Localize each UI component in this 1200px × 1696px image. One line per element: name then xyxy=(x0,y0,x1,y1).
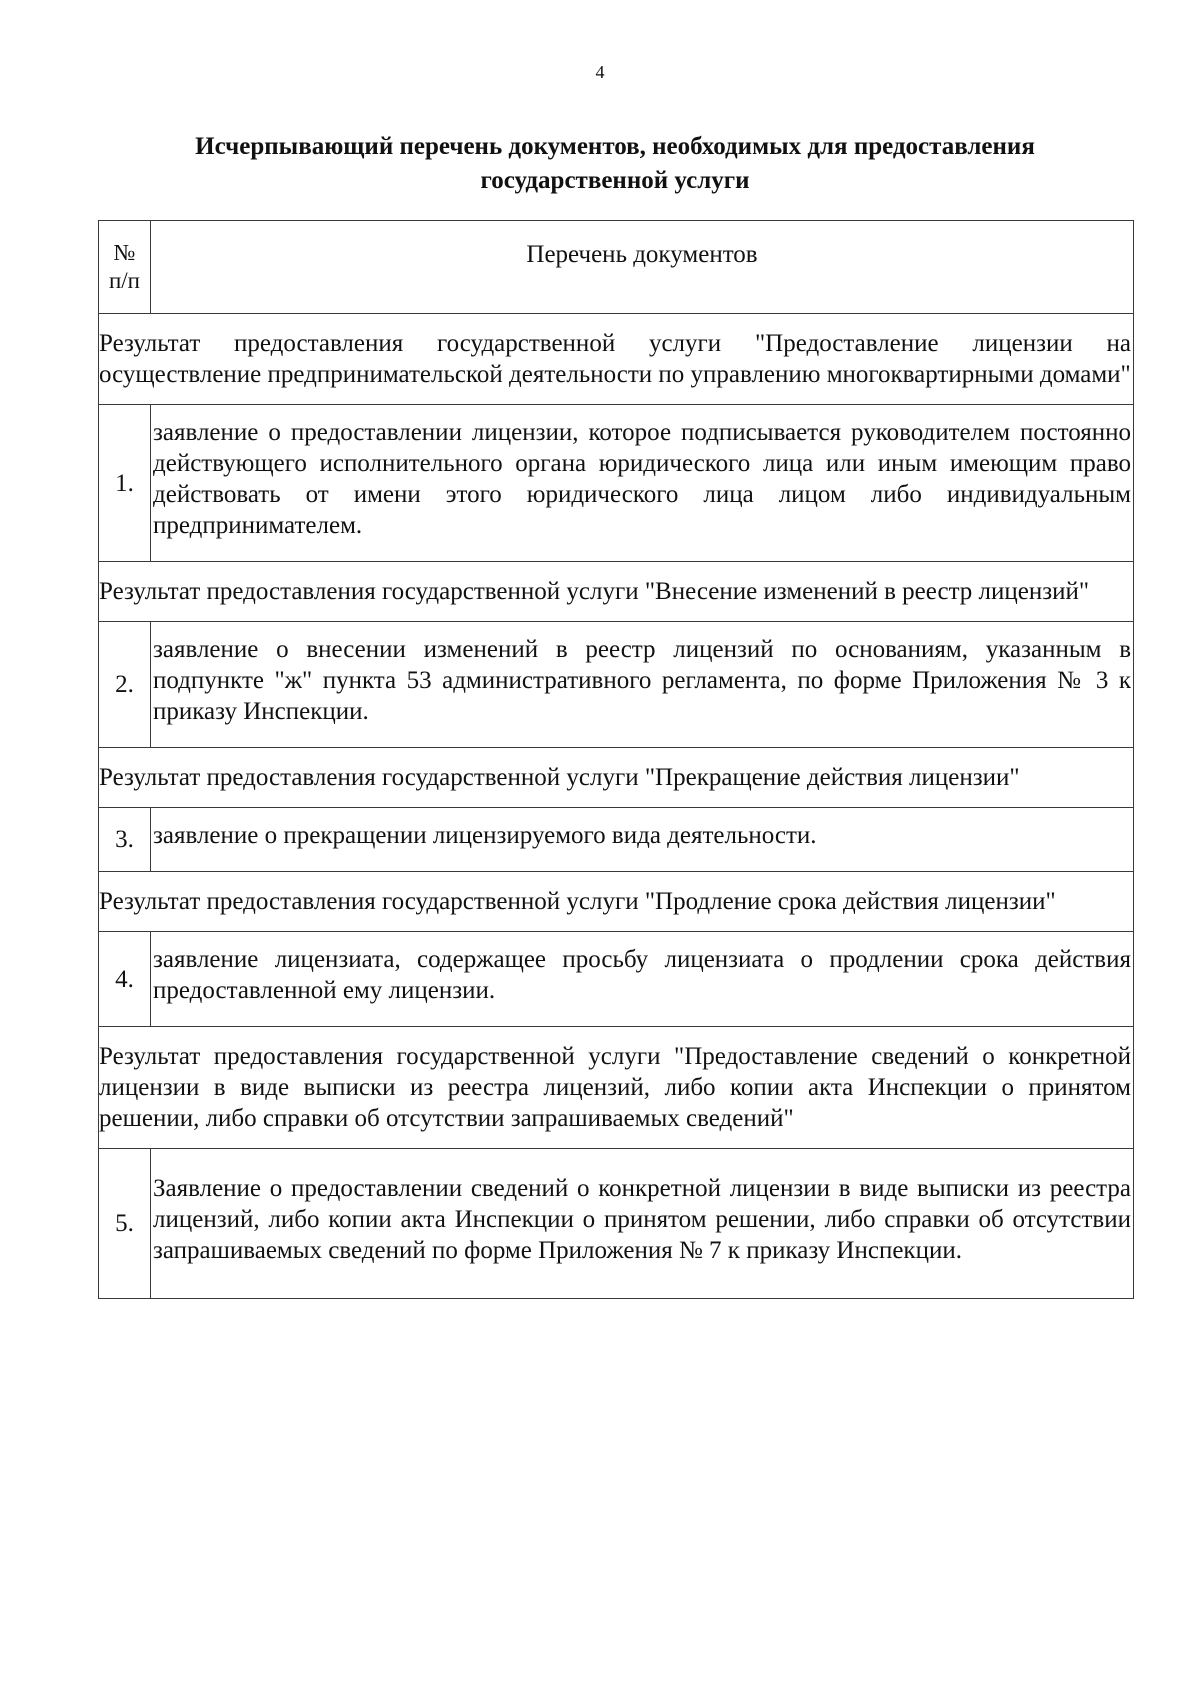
document-row xyxy=(99,932,1134,1027)
section-result-text: Результат предоставления государственной услуги "Предоставление лицензии на осуществление предпринимательской деятельности по управлению многоквартирными домами" xyxy=(99,314,1134,405)
section-result-row xyxy=(99,1027,1134,1149)
section-result-row xyxy=(99,314,1134,405)
section-result-text: Результат предоставления государственной услуги "Прекращение действия лицензии" xyxy=(99,748,1134,808)
section-result-row xyxy=(99,748,1134,808)
document-number: 4. xyxy=(99,932,151,1027)
section-result-row xyxy=(99,872,1134,932)
table-header-row xyxy=(99,221,1134,314)
section-result-text: Результат предоставления государственной услуги "Продление срока действия лицензии" xyxy=(99,872,1134,932)
document-title xyxy=(110,130,1120,198)
header-number-symbol: № xyxy=(113,240,136,265)
document-number: 2. xyxy=(99,622,151,748)
document-text: заявление о предоставлении лицензии, которое подписывается руководителем постоянно действующего исполнительного органа юридического лица или иным имеющим право действовать от имени этого юридического лица лицом либо индивидуальным предпринимателем. xyxy=(151,405,1134,562)
document-text: Заявление о предоставлении сведений о конкретной лицензии в виде выписки из реестра лицензий, либо копии акта Инспекции о принятом решении, либо справки об отсутствии запрашиваемых сведений по форме Приложения № 7 к приказу Инспекции. xyxy=(151,1149,1134,1299)
section-result-text: Результат предоставления государственной услуги "Предоставление сведений о конкретной лицензии в виде выписки из реестра лицензий, либо копии акта Инспекции о принятом решении, либо справки об отсутствии запрашиваемых сведений" xyxy=(99,1027,1134,1149)
section-result-row xyxy=(99,562,1134,622)
section-result-text: Результат предоставления государственной услуги "Внесение изменений в реестр лицензий" xyxy=(99,562,1134,622)
document-number: 3. xyxy=(99,808,151,872)
document-text: заявление о прекращении лицензируемого вида деятельности. xyxy=(151,808,1134,872)
document-row xyxy=(99,1149,1134,1299)
documents-table xyxy=(98,220,1134,1299)
document-text: заявление о внесении изменений в реестр лицензий по основаниям, указанным в подпункте "ж" пункта 53 административного регламента, по форме Приложения № 3 к приказу Инспекции. xyxy=(151,622,1134,748)
document-row xyxy=(99,622,1134,748)
document-row xyxy=(99,405,1134,562)
document-row xyxy=(99,808,1134,872)
document-title-line-2: государственной услуги xyxy=(480,167,750,194)
header-number-cell xyxy=(99,221,151,314)
header-title-cell: Перечень документов xyxy=(151,221,1134,314)
header-number-abbrev: п/п xyxy=(108,268,140,293)
document-title-line-1: Исчерпывающий перечень документов, необходимых для предоставления xyxy=(195,133,1035,160)
document-number: 1. xyxy=(99,405,151,562)
document-number: 5. xyxy=(99,1149,151,1299)
page-number: 4 xyxy=(595,62,605,82)
document-text: заявление лицензиата, содержащее просьбу лицензиата о продлении срока действия предоставленной ему лицензии. xyxy=(151,932,1134,1027)
